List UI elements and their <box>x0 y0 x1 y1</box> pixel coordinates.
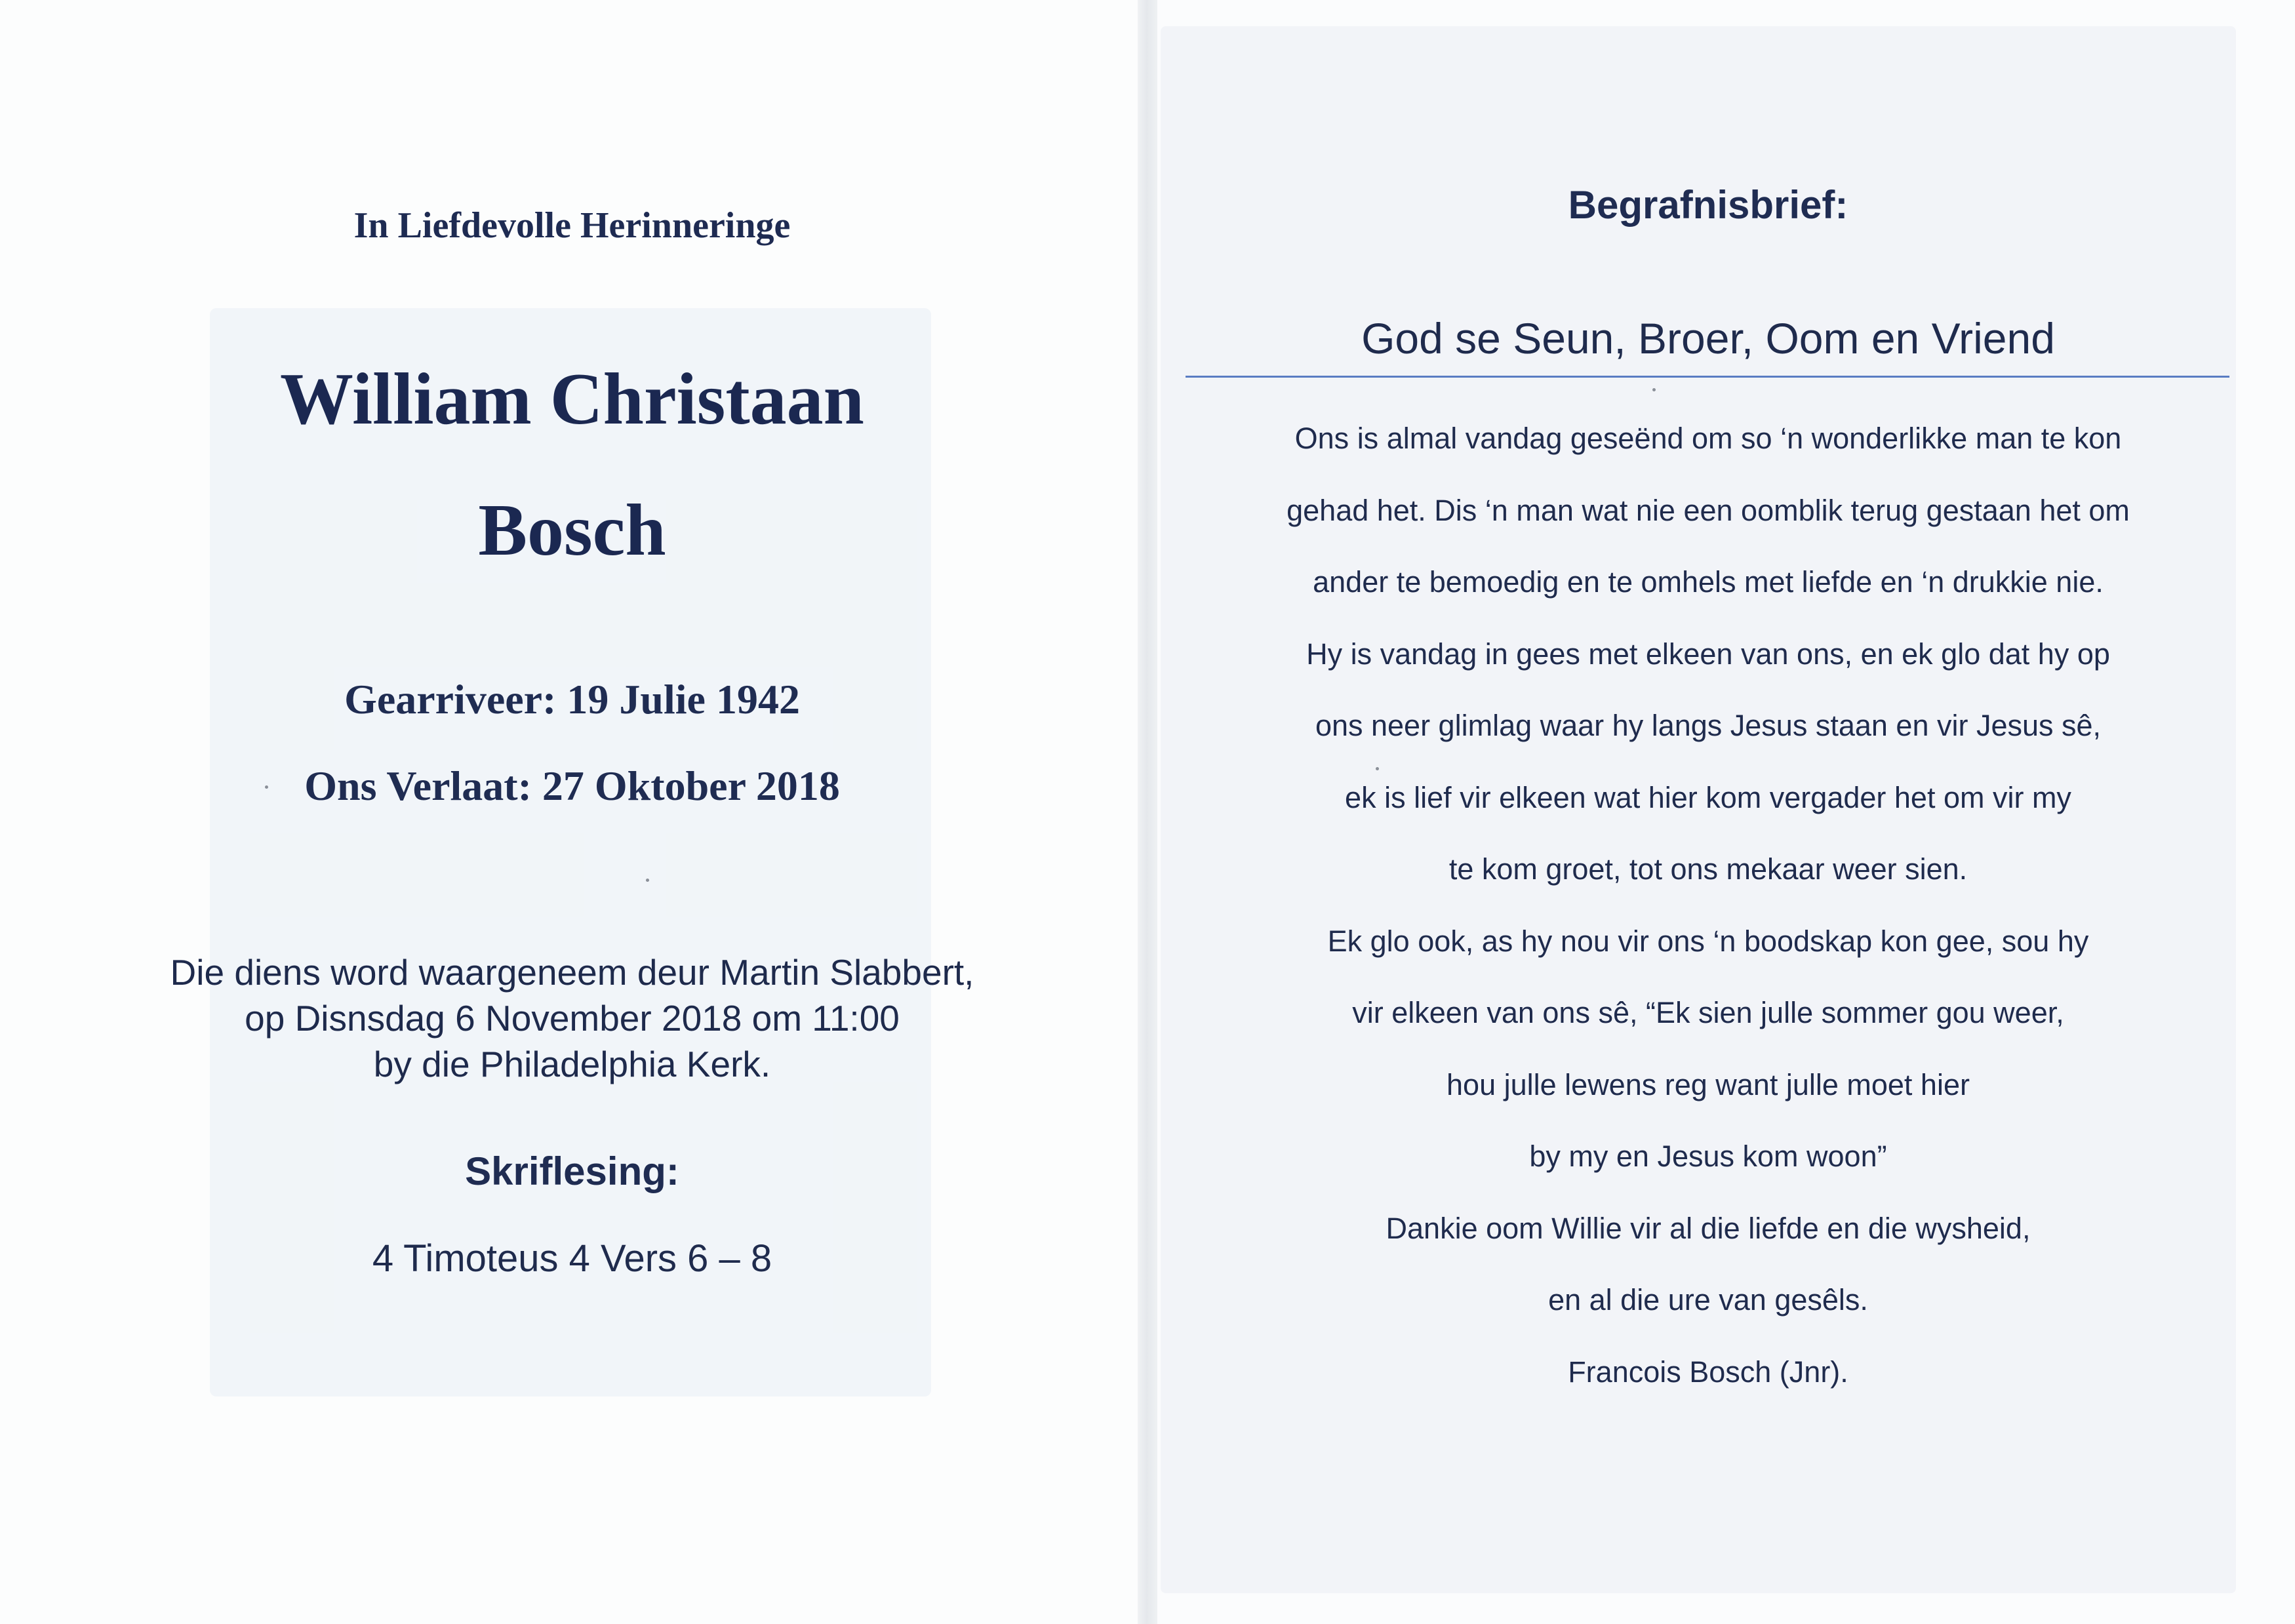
letter-body <box>1187 414 2229 1419</box>
scan-speck <box>1652 388 1656 391</box>
letter-line: Ons is almal vandag geseënd om so ‘n wonderlikke man te kon <box>1294 422 2122 455</box>
letter-line: vir elkeen van ons sê, “Ek sien julle sommer gou weer, <box>1352 996 2064 1029</box>
service-line: op Disnsdag 6 November 2018 om 11:00 <box>245 998 900 1039</box>
deceased-first-names: William Christaan <box>280 359 864 440</box>
letter-line: Ek glo ook, as hy nou vir ons ‘n boodskap kon gee, sou hy <box>1327 924 2089 958</box>
service-line: by die Philadelphia Kerk. <box>373 1044 771 1084</box>
letter-line: ons neer glimlag waar hy langs Jesus staan en vir Jesus sê, <box>1315 709 2102 742</box>
letter-line: ander te bemoedig en te omhels met liefde en ‘n drukkie nie. <box>1313 565 2104 599</box>
letter-line: Dankie oom Willie vir al die liefde en die wysheid, <box>1386 1211 2031 1245</box>
letter-line: ek is lief vir elkeen wat hier kom vergader het om vir my <box>1345 780 2071 814</box>
scan-speck <box>1376 767 1379 770</box>
letter-line: te kom groet, tot ons mekaar weer sien. <box>1448 852 1968 886</box>
scan-speck <box>646 879 649 882</box>
service-line: Die diens word waargeneem deur Martin Slabbert, <box>170 952 974 993</box>
subtitle-divider <box>1186 376 2229 378</box>
letter-line: Francois Bosch (Jnr). <box>1568 1355 1848 1389</box>
letter-subtitle: God se Seun, Broer, Oom en Vriend <box>1361 314 2055 363</box>
letter-line: gehad het. Dis ‘n man wat nie een oomblik terug gestaan het om <box>1287 493 2130 527</box>
letter-heading: Begrafnisbrief: <box>1568 183 1848 227</box>
scripture-reference: 4 Timoteus 4 Vers 6 – 8 <box>372 1237 772 1280</box>
letter-line: en al die ure van gesêls. <box>1548 1283 1868 1317</box>
scripture-heading: Skriflesing: <box>465 1149 679 1193</box>
death-date: Ons Verlaat: 27 Oktober 2018 <box>304 762 840 809</box>
birth-date: Gearriveer: 19 Julie 1942 <box>344 676 800 723</box>
letter-line: hou julle lewens reg want julle moet hier <box>1447 1067 1970 1101</box>
dedication-heading: In Liefdevolle Herinneringe <box>353 205 791 246</box>
letter-line: Hy is vandag in gees met elkeen van ons, en ek glo dat hy op <box>1306 637 2110 671</box>
scan-speck <box>265 785 268 789</box>
letter-line: by my en Jesus kom woon” <box>1529 1139 1887 1173</box>
show-through-photo <box>210 308 931 1396</box>
deceased-surname: Bosch <box>478 490 666 571</box>
service-details <box>0 949 1144 1087</box>
